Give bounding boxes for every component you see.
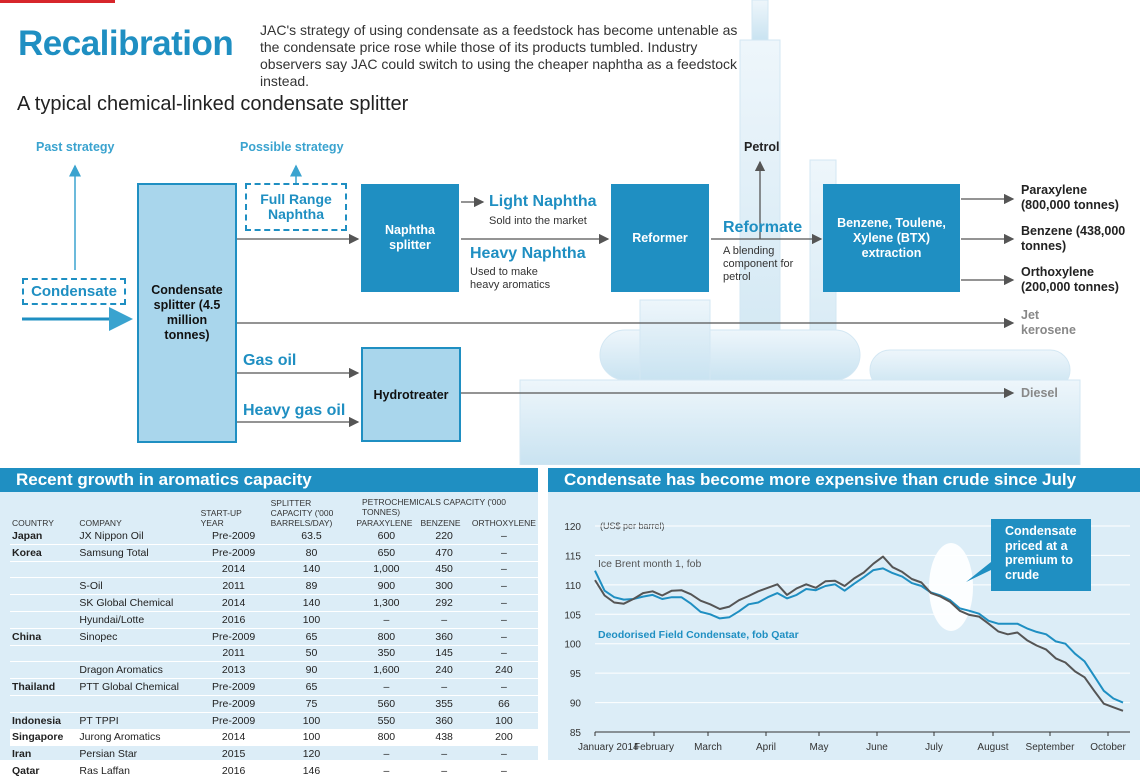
table-row: [10, 544, 538, 561]
series-label: Ice Brent month 1, fob: [598, 558, 702, 570]
y-tick-label: 90: [569, 698, 581, 710]
table-cell: –: [470, 595, 538, 612]
table-cell: –: [470, 645, 538, 662]
table-cell: –: [418, 611, 469, 628]
table-cell: –: [354, 679, 418, 696]
table-cell: 360: [418, 712, 469, 729]
aromatics-capacity-panel: [0, 468, 538, 778]
table-cell: Pre-2009: [199, 712, 269, 729]
table-row: [10, 528, 538, 544]
table-cell: –: [470, 561, 538, 578]
table-cell: Singapore: [10, 729, 77, 746]
column-header: SPLITTER CAPACITY ('000 BARRELS/DAY): [270, 498, 334, 528]
price-chart-title: Condensate has become more expensive than crude since July: [548, 468, 1140, 492]
table-row: [10, 763, 538, 780]
x-tick-label: June: [866, 742, 888, 753]
table-row: [10, 645, 538, 662]
naphtha-splitter-box: Naphtha splitter: [361, 184, 459, 292]
table-cell: 65: [269, 628, 355, 645]
table-row: [10, 695, 538, 712]
column-header: START-UP YEAR: [200, 508, 242, 528]
benzene-output: Benzene (438,000 tonnes): [1021, 224, 1126, 253]
table-cell: 292: [418, 595, 469, 612]
table-cell: SK Global Chemical: [77, 595, 198, 612]
column-header: COMPANY: [79, 518, 122, 528]
table-cell: 438: [418, 729, 469, 746]
table-cell: Dragon Aromatics: [77, 662, 198, 679]
full-range-naphtha-box: Full Range Naphtha: [245, 183, 347, 231]
reformate-note: A blending component for petrol: [723, 245, 794, 283]
y-tick-label: 115: [565, 551, 581, 563]
table-cell: Pre-2009: [199, 528, 269, 544]
table-cell: –: [418, 763, 469, 780]
table-row: [10, 628, 538, 645]
table-cell: 650: [354, 544, 418, 561]
table-cell: 1,000: [354, 561, 418, 578]
aromatics-capacity-table: [10, 498, 538, 780]
table-cell: Pre-2009: [199, 679, 269, 696]
light-naphtha-label: Light Naphtha: [489, 193, 597, 210]
x-tick-label: July: [925, 742, 943, 753]
table-cell: PT TPPI: [77, 712, 198, 729]
table-cell: Indonesia: [10, 712, 77, 729]
table-cell: 140: [269, 561, 355, 578]
table-cell: Iran: [10, 746, 77, 763]
y-tick-label: 120: [564, 522, 581, 533]
premium-highlight-ellipse: [929, 543, 973, 631]
table-cell: 65: [269, 679, 355, 696]
table-cell: –: [418, 679, 469, 696]
x-tick-label: January 2014: [578, 742, 639, 753]
table-cell: 90: [269, 662, 355, 679]
table-cell: 800: [354, 628, 418, 645]
table-cell: Pre-2009: [199, 628, 269, 645]
table-row: [10, 679, 538, 696]
table-cell: [10, 578, 77, 595]
table-cell: 63.5: [269, 528, 355, 544]
table-cell: –: [418, 746, 469, 763]
table-cell: 300: [418, 578, 469, 595]
table-cell: Japan: [10, 528, 77, 544]
table-cell: –: [354, 611, 418, 628]
table-cell: 560: [354, 695, 418, 712]
table-cell: 2014: [199, 729, 269, 746]
table-cell: 220: [418, 528, 469, 544]
table-cell: 1,300: [354, 595, 418, 612]
y-tick-label: 95: [569, 669, 581, 681]
x-tick-label: August: [977, 742, 1009, 753]
table-row: [10, 712, 538, 729]
table-cell: –: [470, 746, 538, 763]
table-cell: 240: [418, 662, 469, 679]
table-cell: 200: [470, 729, 538, 746]
table-cell: 146: [269, 763, 355, 780]
jet-kerosene-output: Jet kerosene: [1021, 308, 1076, 337]
table-cell: 100: [470, 712, 538, 729]
table-cell: 2015: [199, 746, 269, 763]
table-cell: 100: [269, 729, 355, 746]
table-cell: 2014: [199, 561, 269, 578]
table-row: [10, 561, 538, 578]
reformer-box: Reformer: [611, 184, 709, 292]
table-cell: 100: [269, 712, 355, 729]
petrol-label: Petrol: [744, 140, 780, 154]
table-cell: PTT Global Chemical: [77, 679, 198, 696]
table-cell: 66: [470, 695, 538, 712]
table-cell: 2013: [199, 662, 269, 679]
aromatics-capacity-title: Recent growth in aromatics capacity: [0, 468, 538, 492]
orthoxylene-output: Orthoxylene (200,000 tonnes): [1021, 265, 1119, 294]
y-tick-label: 110: [565, 580, 581, 592]
table-cell: 470: [418, 544, 469, 561]
table-cell: 800: [354, 729, 418, 746]
hydrotreater-box: Hydrotreater: [361, 347, 461, 442]
y-tick-label: 85: [569, 728, 581, 739]
table-cell: 2014: [199, 595, 269, 612]
table-cell: Qatar: [10, 763, 77, 780]
x-tick-label: April: [755, 742, 777, 753]
table-cell: Pre-2009: [199, 544, 269, 561]
diagram-subtitle: A typical chemical-linked condensate splitter: [17, 93, 409, 115]
series-label: Deodorised Field Condensate, fob Qatar: [598, 629, 799, 641]
diesel-output: Diesel: [1021, 386, 1058, 400]
heavy-naphtha-label: Heavy Naphtha: [470, 245, 586, 262]
table-cell: –: [354, 746, 418, 763]
y-tick-label: 105: [564, 610, 581, 622]
reformate-label: Reformate: [723, 219, 803, 236]
table-row: [10, 729, 538, 746]
paraxylene-output: Paraxylene (800,000 tonnes): [1021, 183, 1119, 212]
table-cell: 450: [418, 561, 469, 578]
table-cell: 360: [418, 628, 469, 645]
x-tick-label: May: [809, 742, 829, 753]
table-cell: [77, 695, 198, 712]
past-strategy-label: Past strategy: [36, 140, 115, 154]
column-header: BENZENE: [420, 518, 461, 528]
table-cell: 50: [269, 645, 355, 662]
y-axis-label: (US$ per barrel): [600, 521, 665, 531]
table-cell: –: [470, 611, 538, 628]
table-cell: –: [354, 763, 418, 780]
table-cell: Persian Star: [77, 746, 198, 763]
table-cell: 89: [269, 578, 355, 595]
table-row: [10, 578, 538, 595]
x-tick-label: September: [1025, 742, 1075, 753]
gas-oil-label: Gas oil: [243, 352, 297, 369]
table-cell: 2016: [199, 763, 269, 780]
table-cell: 100: [269, 611, 355, 628]
condensate-splitter-box: Condensate splitter (4.5 million tonnes): [137, 183, 237, 443]
table-cell: Korea: [10, 544, 77, 561]
table-cell: [77, 561, 198, 578]
column-header: ORTHOXYLENE: [471, 518, 536, 528]
condensate-feed-box: Condensate: [22, 278, 126, 305]
table-cell: 145: [418, 645, 469, 662]
table-cell: 240: [470, 662, 538, 679]
table-cell: China: [10, 628, 77, 645]
table-row: [10, 662, 538, 679]
possible-strategy-label: Possible strategy: [240, 140, 344, 154]
table-row: [10, 746, 538, 763]
table-cell: Sinopec: [77, 628, 198, 645]
table-cell: Ras Laffan: [77, 763, 198, 780]
table-cell: [10, 595, 77, 612]
heavy-naphtha-note: Used to make heavy aromatics: [470, 266, 551, 291]
y-tick-label: 100: [564, 639, 581, 651]
page-title: Recalibration: [18, 24, 234, 63]
table-cell: 2011: [199, 578, 269, 595]
table-cell: –: [470, 528, 538, 544]
table-cell: [10, 611, 77, 628]
x-tick-label: March: [694, 742, 722, 753]
table-row: [10, 611, 538, 628]
table-cell: 120: [269, 746, 355, 763]
btx-extraction-box: Benzene, Toulene, Xylene (BTX) extraction: [823, 184, 960, 292]
table-cell: S-Oil: [77, 578, 198, 595]
table-cell: 350: [354, 645, 418, 662]
table-cell: 80: [269, 544, 355, 561]
table-cell: 140: [269, 595, 355, 612]
table-cell: Jurong Aromatics: [77, 729, 198, 746]
table-row: [10, 595, 538, 612]
x-tick-label: February: [633, 742, 675, 753]
table-cell: Thailand: [10, 679, 77, 696]
column-header: PARAXYLENE: [356, 518, 413, 528]
table-cell: 2016: [199, 611, 269, 628]
table-cell: [10, 662, 77, 679]
table-cell: –: [470, 763, 538, 780]
x-tick-label: October: [1090, 742, 1126, 753]
heavy-gas-oil-label: Heavy gas oil: [243, 402, 346, 419]
table-cell: –: [470, 578, 538, 595]
table-cell: Samsung Total: [77, 544, 198, 561]
table-cell: –: [470, 628, 538, 645]
table-cell: 2011: [199, 645, 269, 662]
column-header: COUNTRY: [12, 518, 54, 528]
table-cell: –: [470, 544, 538, 561]
table-cell: Pre-2009: [199, 695, 269, 712]
table-cell: 600: [354, 528, 418, 544]
table-cell: [10, 695, 77, 712]
table-cell: 1,600: [354, 662, 418, 679]
light-naphtha-note: Sold into the market: [489, 215, 587, 227]
table-cell: 900: [354, 578, 418, 595]
table-cell: [10, 645, 77, 662]
intro-text: JAC's strategy of using condensate as a feedstock has become untenable as the condensate price rose while those of its products tumbled. Industry observers say JAC could switch to using the cheaper naphtha as a feedstock instead.: [260, 22, 738, 89]
table-cell: [10, 561, 77, 578]
table-cell: –: [470, 679, 538, 696]
table-cell: 550: [354, 712, 418, 729]
table-cell: Hyundai/Lotte: [77, 611, 198, 628]
table-cell: 355: [418, 695, 469, 712]
petrochemicals-group-header: PETROCHEMICALS CAPACITY ('000 TONNES): [362, 497, 506, 517]
table-cell: [77, 645, 198, 662]
table-cell: 75: [269, 695, 355, 712]
premium-callout: Condensate priced at a premium to crude: [991, 519, 1091, 591]
table-cell: JX Nippon Oil: [77, 528, 198, 544]
